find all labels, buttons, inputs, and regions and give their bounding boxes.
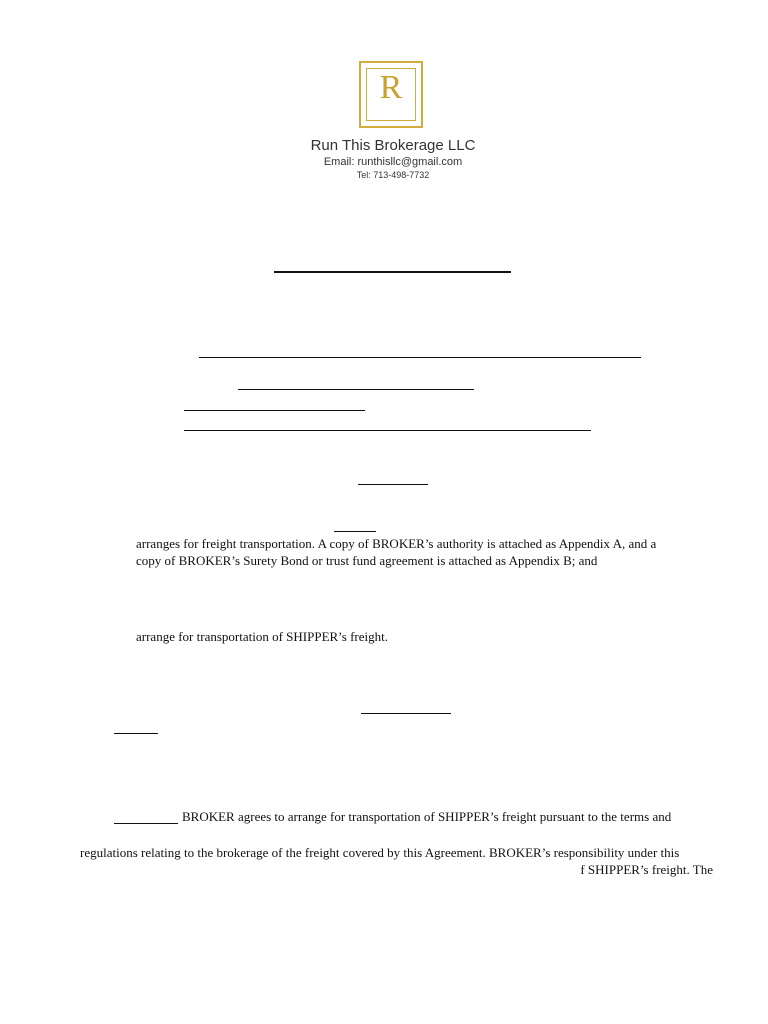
recital-underline	[334, 531, 376, 532]
company-email: Email: runthisllc@gmail.com	[323, 156, 463, 168]
clause-number-underline	[114, 733, 158, 734]
section-heading-underline	[358, 484, 428, 485]
blank-line-party-2	[238, 389, 474, 390]
blank-line-party-4	[184, 430, 591, 431]
clause-line-3: f SHIPPER’s freight. The	[580, 862, 713, 877]
company-logo	[359, 61, 423, 128]
recital-1-line-2: copy of BROKER’s Surety Bond or trust fund agreement is attached as Appendix B; and	[136, 553, 598, 568]
recital-1-line-1: arranges for freight transportation. A copy of BROKER’s authority is attached as Appendix A, and a	[136, 536, 657, 551]
clause-heading-underline	[114, 823, 178, 824]
clause-line-1: BROKER agrees to arrange for transportation of SHIPPER’s freight pursuant to the terms and	[182, 809, 672, 824]
agreement-heading-underline	[361, 713, 451, 714]
title-underline	[274, 271, 511, 273]
blank-line-party-1	[199, 357, 641, 358]
clause-line-2: regulations relating to the brokerage of the freight covered by this Agreement. BROKER’s responsibility under this	[80, 845, 680, 860]
logo-letter: R	[379, 69, 403, 106]
recital-2: arrange for transportation of SHIPPER’s freight.	[136, 629, 389, 644]
blank-line-party-3	[184, 410, 365, 411]
company-phone: Tel: 713-498-7732	[356, 170, 430, 180]
company-name: Run This Brokerage LLC	[310, 137, 476, 154]
